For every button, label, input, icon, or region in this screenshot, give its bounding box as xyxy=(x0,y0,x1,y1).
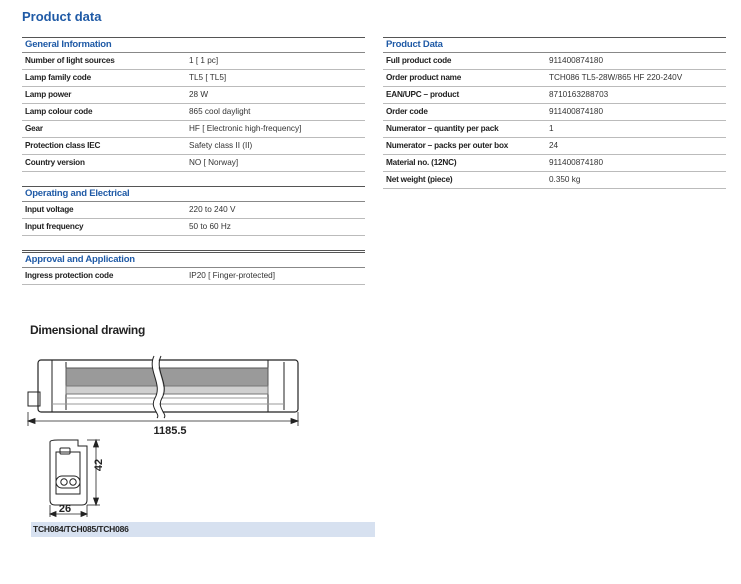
length-dimension-label: 1185.5 xyxy=(153,425,187,437)
luminaire-end-view xyxy=(50,440,87,505)
dimensional-drawing-title: Dimensional drawing xyxy=(30,323,145,337)
spec-value: 24 xyxy=(549,141,559,150)
drawing-caption: TCH084/TCH085/TCH086 xyxy=(31,522,375,537)
spec-label: Full product code xyxy=(386,56,452,65)
spec-label: Lamp family code xyxy=(25,73,91,82)
spec-label: Input voltage xyxy=(25,205,74,214)
spec-label: Net weight (piece) xyxy=(386,175,453,184)
spec-label: Number of light sources xyxy=(25,56,115,65)
spec-value: 28 W xyxy=(189,90,209,99)
spec-value: 8710163288703 xyxy=(549,90,609,99)
spec-value: 1 [ 1 pc] xyxy=(189,56,219,65)
section-title: Product Data xyxy=(383,37,726,53)
spec-label: Country version xyxy=(25,158,85,167)
spec-label: EAN/UPC – product xyxy=(386,90,460,99)
section-title: General Information xyxy=(22,37,365,53)
spec-value: 220 to 240 V xyxy=(189,205,236,214)
spec-value: 0.350 kg xyxy=(549,175,581,184)
spec-label: Material no. (12NC) xyxy=(386,158,457,167)
section-title: Operating and Electrical xyxy=(22,186,365,202)
spec-value: 865 cool daylight xyxy=(189,107,251,116)
spec-label: Lamp colour code xyxy=(25,107,93,116)
spec-value: Safety class II (II) xyxy=(189,141,253,150)
spec-label: Protection class IEC xyxy=(25,141,101,150)
luminaire-side-view xyxy=(28,356,298,418)
spec-value: 1 xyxy=(549,124,554,133)
spec-value: 911400874180 xyxy=(549,158,604,167)
spec-label: Gear xyxy=(25,124,43,133)
spec-value: 911400874180 xyxy=(549,107,604,116)
spec-value: TL5 [ TL5] xyxy=(189,73,227,82)
spec-value: NO [ Norway] xyxy=(189,158,239,167)
spec-value: TCH086 TL5-28W/865 HF 220-240V xyxy=(549,73,683,82)
spec-label: Numerator – packs per outer box xyxy=(386,141,509,150)
section-title: Approval and Application xyxy=(22,252,365,268)
spec-label: Numerator – quantity per pack xyxy=(386,124,499,133)
height-dimension xyxy=(87,440,100,505)
spec-label: Lamp power xyxy=(25,90,72,99)
spec-label: Order product name xyxy=(386,73,462,82)
spec-value: HF [ Electronic high-frequency] xyxy=(189,124,302,133)
width-dimension-label: 26 xyxy=(58,503,72,515)
spec-value: 911400874180 xyxy=(549,56,604,65)
spec-label: Input frequency xyxy=(25,222,84,231)
page-title: Product data xyxy=(22,9,102,24)
height-dimension-label: 42 xyxy=(93,458,105,472)
spec-value: 50 to 60 Hz xyxy=(189,222,231,231)
spec-value: IP20 [ Finger-protected] xyxy=(189,271,276,280)
spec-label: Order code xyxy=(386,107,428,116)
spec-label: Ingress protection code xyxy=(25,271,114,280)
